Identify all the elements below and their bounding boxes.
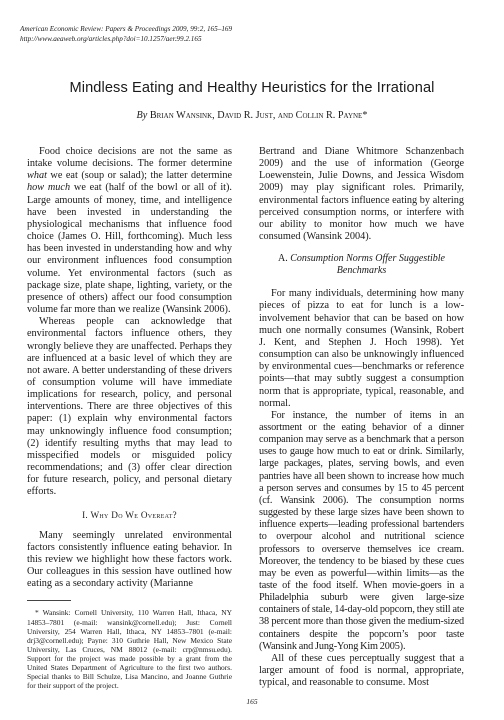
subsection-heading bbox=[259, 253, 464, 277]
paragraph: For instance, the number of items in an assortment or the eating behavior of a dinner companion may serve as a benchmark that a person uses to gauge how much to eat or drink. Similarly, large packages, plates, serving bowls, and even pantries have all been shown to increase how much a person serves and consumes by 15 to 45 percent (cf. Wansink 2006). The consumption norms suggested by these large sizes have been shown to influence experts—leading professional bartenders to overpour alcohol and nutritional science professors to overserve themselves ice cream. Moreover, the tendency to be biased by these cues may be even as powerful—within limits—as the taste of the food itself. When movie-goers in a Philadelphia suburb were given large-size containers of stale, 14-day-old popcorn, they still ate 38 percent more than those given the medium-sized containers despite the popcorn’s poor taste (Wansink and Jung-Yong Kim 2005). bbox=[259, 409, 464, 652]
emphasis-how-much: how much bbox=[27, 182, 71, 194]
subsection-title: Consumption Norms Offer Suggestible Benchmarks bbox=[290, 253, 445, 277]
paragraph: Many seemingly unrelated environmental factors consistently influence eating behavior. In this review we highlight how these factors work. Our colleagues in this session have outlined how eating as a secondary activity (Marianne bbox=[27, 529, 232, 590]
paragraph: All of these cues perceptually suggest that a larger amount of food is normal, appropriate, typical, and reasonable to consume. Most bbox=[259, 652, 464, 689]
article-title: Mindless Eating and Healthy Heuristics for the Irrational bbox=[69, 80, 435, 96]
byline-authors: Brian Wansink, David R. Just, and Collin R. Payne* bbox=[149, 110, 368, 121]
byline-by: By bbox=[136, 110, 148, 121]
journal-header bbox=[20, 24, 232, 44]
author-footnote bbox=[27, 608, 232, 689]
page-number: 165 bbox=[246, 697, 258, 706]
journal-citation: American Economic Review: Papers & Proceedings 2009, 99:2, 165–169 bbox=[20, 25, 233, 33]
paragraph: For many individuals, determining how many pieces of pizza to eat for lunch is a low-involvement behavior that can be based on how much one normally consumes (Wansink, Robert J. Kent, and Stephen J. Hoch 1998). Yet consumption can also be unknowingly influenced by environmental cues—benchmarks or reference points—that may subtly suggest a consumption norm that is appropriate, typical, reasonable, and normal. bbox=[259, 288, 464, 409]
paragraph: Whereas people can acknowledge that environmental factors influence others, they wrongly believe they are unaffected. Perhaps they are influenced at a basic level of which they are not aware. A better understanding of these drivers of consumption volume will have immediate implications for research, policy, and personal interventions. There are three objectives of this paper: (1) explain why environmental factors may unknowingly influence food consumption; (2) identify resulting myths that may lead to misspecified models or misguided policy recommendations; and (3) offer clear direction for future research, policy, and personal dietary efforts. bbox=[27, 316, 233, 498]
paragraph: Bertrand and Diane Whitmore Schanzenbach 2009) and the use of information (George Loewenstein, Julie Downs, and Jessica Wisdom 2009) may play significant roles. Primarily, environmental factors influence eating by altering perceived consumption norms, or interfere with our ability to monitor how much we have consumed (Wansink 2004). bbox=[259, 146, 464, 243]
doi-url[interactable]: http://www.aeaweb.org/articles.php?doi=10.1257/aer.99.2.165 bbox=[20, 35, 202, 43]
paragraph: Food choice decisions are not the same as intake volume decisions. The former determine what we eat (soup or salad); the latter determine how much we eat (half of the bowl or all of it). Large amounts of money, time, and intelligence have been invested in understanding the physiological mechanisms that influence food choice (James O. Hill, forthcoming). Much less has been invested in understanding how and why our environment influences food consumption volume. Yet environmental factors (such as package size, plate shape, lighting, variety, or the presence of others) affect our food consumption volume far more than we realize (Wansink 2006). bbox=[27, 146, 232, 316]
left-column bbox=[27, 146, 232, 690]
right-column bbox=[259, 146, 464, 689]
section-heading: I. Why Do We Overeat? bbox=[82, 509, 177, 520]
byline bbox=[0, 110, 504, 121]
footnote-rule bbox=[27, 600, 71, 601]
emphasis-what: what bbox=[27, 170, 47, 182]
footnote-text: * Wansink: Cornell University, 110 Warren Hall, Ithaca, NY 14853–7801 (e-mail: wansink@cornell.edu); Just: Cornell University, 254 Warren Hall, Ithaca, NY 14853–7801 (e-mail: drj3@cornell.edu); Payne: 310 Guthrie Hall, New Mexico State University, Las Cruces, NM 88012 (e-mail: crp@nmsu.edu). Support for the project was made possible by a grant from the United States Department of Agriculture to the first two authors. Special thanks to Bill Schulze, Lisa Mancino, and Joanne Guthrie for their support of the project. bbox=[27, 608, 232, 690]
subsection-label: A. bbox=[278, 253, 291, 265]
